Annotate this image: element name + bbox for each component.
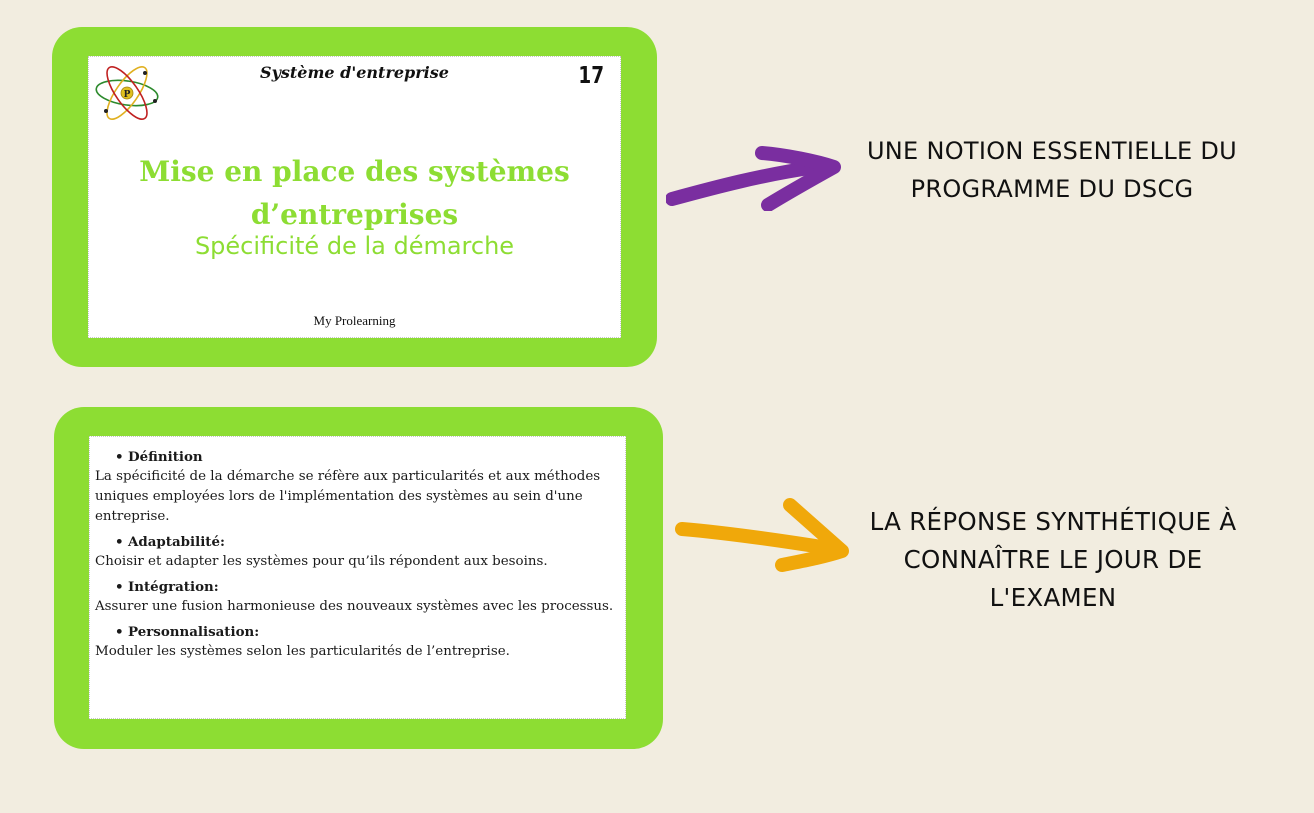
answer-content [95,447,619,667]
svg-text:P: P [123,90,131,100]
caption-synthetic-answer: LA RÉPONSE SYNTHÉTIQUE À CONNAÎTRE LE JOUR DE L'EXAMEN [869,507,1237,612]
personalization-title: • Personnalisation: [95,622,619,642]
personalization-text: Moduler les systèmes selon les particularités de l’entreprise. [95,644,510,659]
card-subheading: Spécificité de la démarche [194,232,515,260]
card-footer: My Prolearning [313,313,396,328]
card-heading-line2: d’entreprises [250,198,459,231]
caption-essential-notion: UNE NOTION ESSENTIELLE DU PROGRAMME DU DSCG [866,137,1238,203]
integration-title: • Intégration: [95,577,619,597]
flashcard-front [88,56,621,338]
arrow-right-icon [666,143,842,211]
card-number: 17 [578,63,604,89]
definition-text: La spécificité de la démarche se réfère aux particularités et aux méthodes uniques employées lors de l'implémentation des systèmes au sein d'une entreprise. [95,469,601,524]
deck-title: Système d'entreprise [260,63,449,82]
integration-text: Assurer une fusion harmonieuse des nouveaux systèmes avec les processus. [95,599,614,614]
card-heading [89,150,620,236]
adaptability-text: Choisir et adapter les systèmes pour qu’ils répondent aux besoins. [95,554,548,569]
arrow-right-icon [674,497,852,573]
definition-title: • Définition [95,447,619,467]
card-heading-line1: Mise en place des systèmes [139,155,570,188]
flashcard-back [89,436,626,719]
adaptability-title: • Adaptabilité: [95,532,619,552]
